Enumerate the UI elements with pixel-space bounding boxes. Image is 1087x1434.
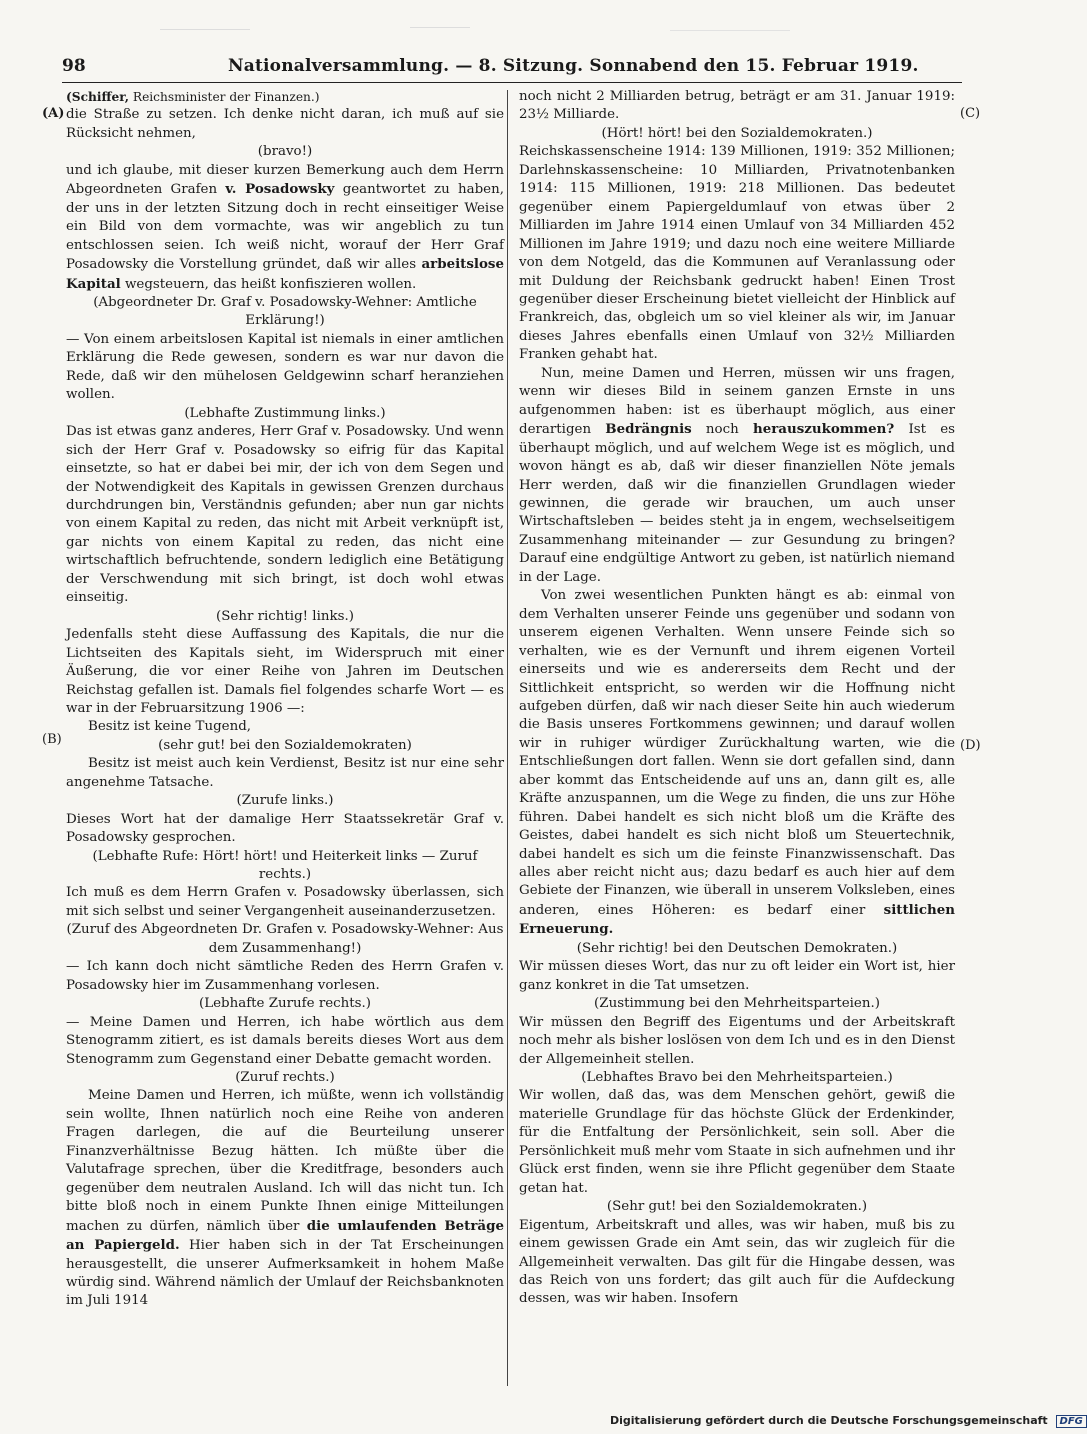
interjection: (Zuruf rechts.) [235, 1070, 335, 1086]
interjection: (Lebhaftes Bravo bei den Mehrheitsparteien.) [581, 1070, 893, 1086]
funding-footer [610, 1414, 1083, 1430]
running-title: Nationalversammlung. — 8. Sitzung. Sonnabend den 15. Februar 1919. [228, 56, 919, 76]
interjection: (Lebhafte Zurufe rechts.) [198, 996, 371, 1012]
page-number: 98 [62, 56, 86, 76]
text-run: Meine Damen und Herren, ich müßte, wenn ich vollständig sein wollte, Ihnen natürlich noch eine Reihe von anderen Fragen darlegen, die auf die Beurteilung unserer Finanzverhältnisse Bezug hätten. Ich müßte über die Valutafrage sprechen, über die Kreditfrage, besonders auch gegenüber dem neutralen Ausland. Ich will das nicht tun. Ich bitte bloß noch in einem Punkte Ihnen einige Mitteilungen machen zu dürfen, nämlich über [66, 1088, 504, 1234]
text-run: und ich glaube, mit dieser kurzen Bemerkung auch dem Herrn Abgeordneten Grafen [66, 162, 504, 198]
interjection: (Zurufe links.) [236, 793, 334, 809]
paragraph: Wir müssen dieses Wort, das nur zu oft leider ein Wort ist, hier ganz konkret in die Tat umsetzen. [519, 959, 955, 993]
interjection: (sehr gut! bei den Sozialdemokraten) [158, 737, 412, 753]
paragraph: — Ich kann doch nicht sämtliche Reden des Herrn Grafen v. Posadowsky hier im Zusammenhang vorlesen. [66, 959, 504, 993]
interjection: (bravo!) [257, 144, 313, 160]
paragraph: Ich muß es dem Herrn Grafen v. Posadowsky überlassen, sich mit sich selbst und seiner Vergangenheit auseinanderzusetzen. [66, 885, 504, 919]
paragraph: Dieses Wort hat der damalige Herr Staatssekretär Graf v. Posadowsky gesprochen. [66, 811, 504, 846]
bold-term: v. Posadowsky [225, 181, 335, 198]
bold-term: die umlaufenden Beträge an Papiergeld. [66, 1217, 504, 1254]
bold-term: Bedrängnis [605, 421, 692, 438]
quotation: Besitz ist keine Tugend, [88, 719, 252, 735]
paragraph: Das ist etwas ganz anderes, Herr Graf v. Posadowsky. Und wenn sich der Herr Graf v. Posadowsky so eifrig für das Kapital einsetzte, so hat er dabei bei mir, der ich von dem Segen und der Notwendigkeit des Kapitals in gewissen Grenzen durchaus durchdrungen bin, Verständnis gefunden; aber nun gar nichts von einem Kapital zu reden, das nicht mit Arbeit verknüpft ist, gar nichts von einem Kapital zu reden, das nicht eine wirtschaftlich befruchtende, sondern lediglich eine Betätigung der Verschwendung mit sich bringt, ist doch wohl etwas einseitig. [66, 424, 504, 606]
speaker-role: Reichsminister der Finanzen.) [129, 90, 320, 104]
margin-mark-a: (A) [42, 106, 65, 121]
bold-term: sittlichen Erneuerung. [519, 901, 955, 938]
interjection: (Abgeordneter Dr. Graf v. Posadowsky-Wehner: Amtliche Erklärung!) [93, 294, 477, 329]
paragraph: Eigentum, Arbeitskraft und alles, was wir haben, muß bis zu einem gewissen Grade ein Amt sein, das wir zugleich für die Allgemeinheit verwalten. Das gilt für die Hingabe dessen, was das Reich von uns fordert; das gilt auch für die Aufdeckung dessen, was wir haben. Insofern [519, 1217, 955, 1307]
paragraph: die Straße zu setzen. Ich denke nicht daran, ich muß auf sie Rücksicht nehmen, [66, 107, 504, 141]
paragraph: Wir wollen, daß das, was dem Menschen gehört, gewiß die materielle Grundlage für das höchste Glück der Erdenkinder, für die Entfaltung der Persönlichkeit, sein soll. Aber die Persönlichkeit muß mehr vom Staate in sich aufnehmen und ihr Glück erst finden, wenn sie ihre Pflicht gegenüber dem Staate getan hat. [519, 1088, 955, 1196]
interjection: (Zuruf des Abgeordneten Dr. Grafen v. Posadowsky-Wehner: Aus dem Zusammenhang!) [66, 922, 504, 956]
paragraph: — Meine Damen und Herren, ich habe wörtlich aus dem Stenogramm zitiert, es ist damals bereits dieses Wort aus dem Stenogramm zum Gegenstand einer Debatte gemacht worden. [66, 1014, 504, 1067]
dfg-logo: DFG [1056, 1415, 1087, 1428]
margin-mark-b: (B) [42, 732, 62, 747]
interjection: (Hört! hört! bei den Sozialdemokraten.) [601, 125, 873, 141]
scan-noise-graphic [150, 25, 850, 35]
bold-term: arbeitslose Kapital [66, 256, 504, 292]
text-run: Von zwei wesentlichen Punkten hängt es ab: einmal von dem Verhalten unserer Feinde uns gegenüber und sodann von unserem eigenen Verhalten. Wenn unsere Feinde sich so verhalten, wie es der Vernunft und ihrem eigenen Vorteil einerseits und wie es andererseits dem Recht und der Sittlichkeit entspricht, so werden wir die Hoffnung nicht aufgeben dürfen, daß wir nach dieser Seite hin auch wiederum die Basis unseres Fortkommens gewinnen; und darauf wollen wir in ruhiger würdiger Zurückhaltung warten, wie die Entschließungen dort fallen. Wenn sie dort gefallen sind, dann aber kommt das Entscheidende auf uns an, dann gilt es, alle Kräfte anzuspannen, um die Wege zu finden, die uns zur Höhe führen. Dabei handelt es sich nicht bloß um die Kräfte des Geistes, dabei handelt es sich nicht bloß um Steuertechnik, dabei handelt es sich um die feinste Finanzwissenschaft. Das alles aber reicht nicht aus; dazu bedarf es auch hier auf dem Gebiete der Finanzen, wie überall in unserem Volksleben, eines anderen, eines Höheren: es bedarf einer [519, 588, 955, 918]
paragraph: Reichskassenscheine 1914: 139 Millionen, 1919: 352 Millionen; Darlehnskassenscheine: 10 Milliarden, Privatnotenbanken 1914: 115 Millionen, 1919: 218 Millionen. Das bedeutet gegenüber einem Papiergeldumlauf von etwas über 2 Milliarden im Jahre 1914 einen Umlauf von 34 Milliarden 452 Millionen im Jahre 1919; und dazu noch eine weitere Milliarde von dem Notgeld, das die Kommunen auf Veranlassung oder mit Duldung der Reichsbank gedruckt haben! Einen Trost gegenüber dieser Erscheinung bietet vielleicht der Hinblick auf Frankreich, das, obgleich um so viel kleiner als wir, im Januar dieses Jahres ebenfalls einen Umlauf von 32½ Milliarden Franken gehabt hat. [519, 144, 955, 363]
paragraph [519, 587, 955, 940]
paragraph: — Von einem arbeitslosen Kapital ist niemals in einer amtlichen Erklärung die Rede gewesen, sondern es war nur davon die Rede, daß wir den mühelosen Geldgewinn scharf heranziehen wollen. [66, 331, 504, 403]
scan-specks [150, 20, 850, 30]
text-run: Nun, meine Damen und Herren, müssen wir uns fragen, wenn wir dieses Bild in seinem ganzen Ernste in uns aufgenommen haben: ist es überhaupt möglich, aus einer derartigen [519, 365, 955, 438]
interjection: (Sehr richtig! bei den Deutschen Demokraten.) [576, 940, 898, 956]
text-run: wegsteuern, das heißt konfiszieren wollen. [120, 276, 417, 292]
left-column [66, 88, 504, 1311]
column-divider [507, 90, 508, 1386]
right-column [519, 88, 955, 1309]
paragraph: Jedenfalls steht diese Auffassung des Kapitals, die nur die Lichtseiten des Kapitals sieht, im Widerspruch mit einer Äußerung, die vor einer Reihe von Jahren im Deutschen Reichstag gefallen ist. Damals fiel folgendes scharfe Wort — es war in der Februarsitzung 1906 —: [66, 627, 504, 716]
paragraph [66, 162, 504, 294]
interjection: (Zustimmung bei den Mehrheitsparteien.) [594, 996, 880, 1012]
interjection: (Sehr richtig! links.) [216, 608, 354, 624]
text-run: Hier haben sich in der Tat Erscheinungen herausgestellt, die unserer Aufmerksamkeit in hohem Maße würdig sind. Während nämlich der Umlauf der Reichsbanknoten im Juli 1914 [66, 1238, 504, 1309]
text-run: noch [691, 422, 753, 438]
paragraph [66, 1087, 504, 1310]
paragraph [519, 365, 955, 587]
paragraph: Wir müssen den Begriff des Eigentums und der Arbeitskraft noch mehr als bisher loslösen von dem Ich und es in den Dienst der Allgemeinheit stellen. [519, 1014, 955, 1067]
running-header [62, 54, 962, 83]
text-run: geantwortet zu haben, der uns in der letzten Sitzung doch in recht einseitiger Weise ein Bild von dem vormachte, was wir angeblich zu tun entschlossen seien. Ich weiß nicht, worauf der Herr Graf Posadowsky die Vorstellung gründet, daß wir alles [66, 182, 504, 273]
paragraph: noch nicht 2 Milliarden betrug, beträgt er am 31. Januar 1919: 23½ Milliarde. [519, 89, 955, 123]
speaker-name: (Schiffer, [66, 90, 130, 104]
margin-mark-c: (C) [960, 106, 981, 121]
margin-mark-d: (D) [960, 738, 981, 753]
bold-term: herauszukommen? [752, 421, 895, 438]
quotation: Besitz ist meist auch kein Verdienst, Besitz ist nur eine sehr angenehme Tatsache. [66, 756, 504, 790]
text-run: Ist es überhaupt möglich, und auf welchem Wege ist es möglich, und wovon hängt es ab, daß wir dieser finanziellen Nöte jemals Herr werden, daß wir die finanziellen Grundlagen wieder gewinnen, die gerade wir brauchen, um auch unser Wirtschaftsleben — beides steht ja in engem, wechselseitigem Zusammenhang miteinander — zur Gesundung zu bringen? Darauf eine endgültige Antwort zu geben, ist natürlich niemand in der Lage. [519, 422, 956, 585]
footer-text: Digitalisierung gefördert durch die Deutsche Forschungsgemeinschaft [610, 1414, 1048, 1427]
interjection: (Lebhafte Zustimmung links.) [184, 405, 386, 421]
speaker-line [66, 88, 504, 106]
interjection: (Lebhafte Rufe: Hört! hört! und Heiterkeit links — Zuruf rechts.) [92, 848, 478, 883]
interjection: (Sehr gut! bei den Sozialdemokraten.) [606, 1199, 868, 1215]
